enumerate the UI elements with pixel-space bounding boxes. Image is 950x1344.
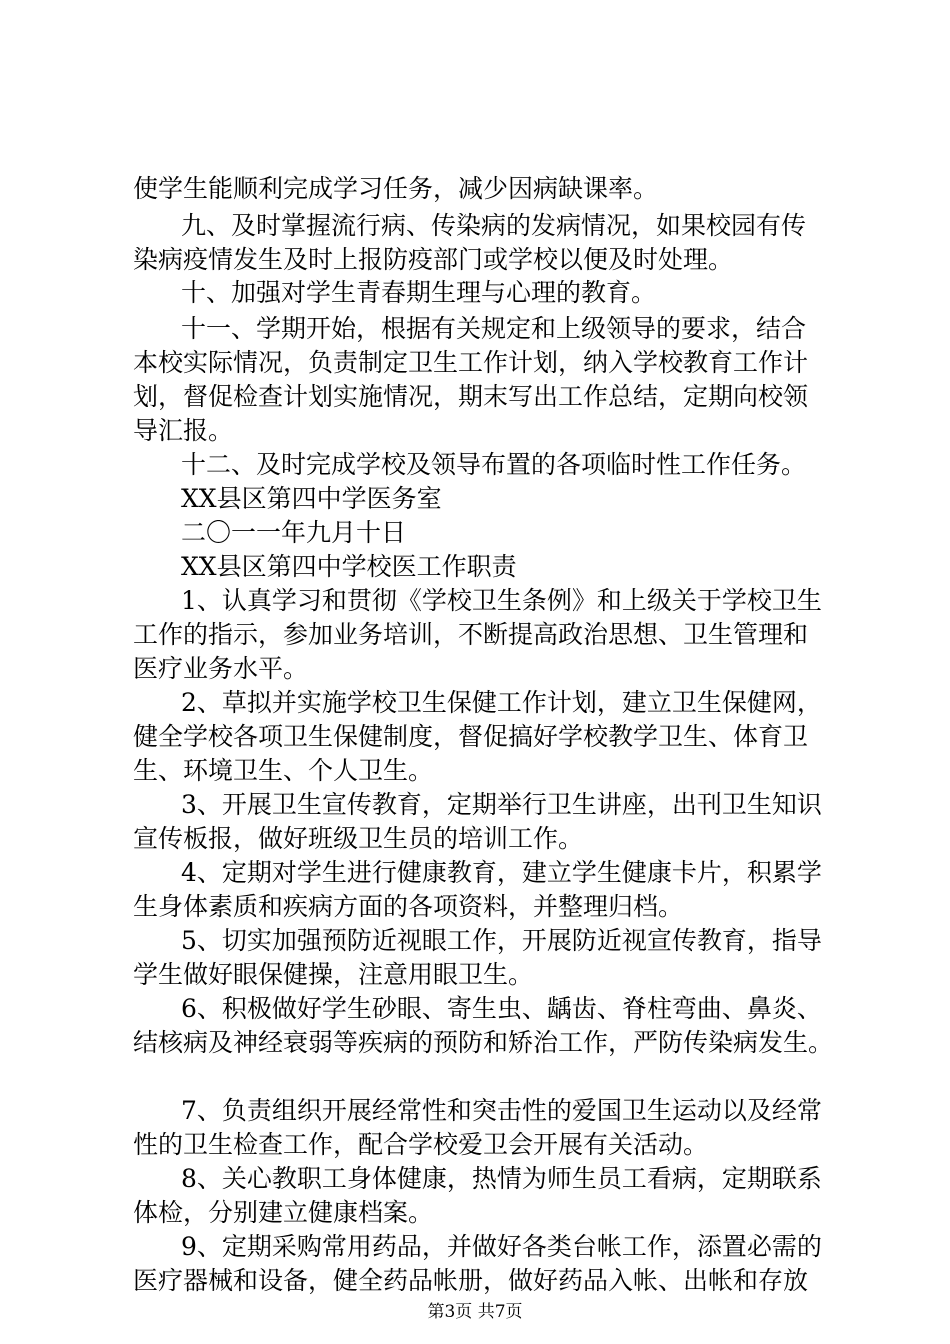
body-line: 导汇报。 [133, 416, 234, 445]
body-line: 使学生能顺利完成学习任务，减少因病缺课率。 [133, 174, 659, 203]
body-line: 本校实际情况，负责制定卫生工作计划，纳入学校教育工作计 [133, 348, 809, 377]
body-line: 7、负责组织开展经常性和突击性的爱国卫生运动以及经常 [181, 1096, 822, 1125]
body-line: 宣传板报，做好班级卫生员的培训工作。 [133, 824, 584, 853]
body-line: 8、关心教职工身体健康，热情为师生员工看病，定期联系 [181, 1164, 822, 1193]
body-line: 九、及时掌握流行病、传染病的发病情况，如果校园有传 [181, 211, 807, 240]
body-line: 结核病及神经衰弱等疾病的预防和矫治工作，严防传染病发生。 [133, 1028, 834, 1057]
body-line: 9、定期采购常用药品，并做好各类台帐工作，添置必需的 [181, 1232, 822, 1261]
body-line: 染病疫情发生及时上报防疫部门或学校以便及时处理。 [133, 245, 734, 274]
body-line: 生身体素质和疾病方面的各项资料，并整理归档。 [133, 892, 684, 921]
body-line: 5、切实加强预防近视眼工作，开展防近视宣传教育，指导 [181, 926, 822, 955]
body-line: 4、定期对学生进行健康教育，建立学生健康卡片，积累学 [181, 858, 822, 887]
body-line: 健全学校各项卫生保健制度，督促搞好学校教学卫生、体育卫 [133, 722, 809, 751]
body-line: 划，督促检查计划实施情况，期末写出工作总结，定期向校领 [133, 382, 809, 411]
page-number: 第3页 共7页 [427, 1302, 523, 1322]
body-line: 体检，分别建立健康档案。 [133, 1198, 434, 1227]
body-line: 十一、学期开始，根据有关规定和上级领导的要求，结合 [181, 314, 807, 343]
body-line: 1、认真学习和贯彻《学校卫生条例》和上级关于学校卫生 [181, 586, 822, 615]
body-line: 3、开展卫生宣传教育，定期举行卫生讲座，出刊卫生知识 [181, 790, 822, 819]
body-line: 学生做好眼保健操，注意用眼卫生。 [133, 960, 534, 989]
body-line: 医疗业务水平。 [133, 654, 309, 683]
section-title: XX县区第四中学校医工作职责 [181, 552, 517, 581]
body-line: 性的卫生检查工作，配合学校爱卫会开展有关活动。 [133, 1130, 709, 1159]
body-line: 十、加强对学生青春期生理与心理的教育。 [181, 278, 657, 307]
signature-org: XX县区第四中学医务室 [181, 484, 442, 513]
body-line: 十二、及时完成学校及领导布置的各项临时性工作任务。 [181, 450, 807, 479]
body-line: 2、草拟并实施学校卫生保健工作计划，建立卫生保健网， [181, 688, 822, 717]
body-line: 医疗器械和设备，健全药品帐册，做好药品入帐、出帐和存放 [133, 1266, 809, 1295]
body-line: 生、环境卫生、个人卫生。 [133, 756, 434, 785]
signature-date: 二〇一一年九月十日 [181, 518, 407, 547]
body-line: 工作的指示，参加业务培训，不断提高政治思想、卫生管理和 [133, 620, 809, 649]
body-line: 6、积极做好学生砂眼、寄生虫、龋齿、脊柱弯曲、鼻炎、 [181, 994, 822, 1023]
